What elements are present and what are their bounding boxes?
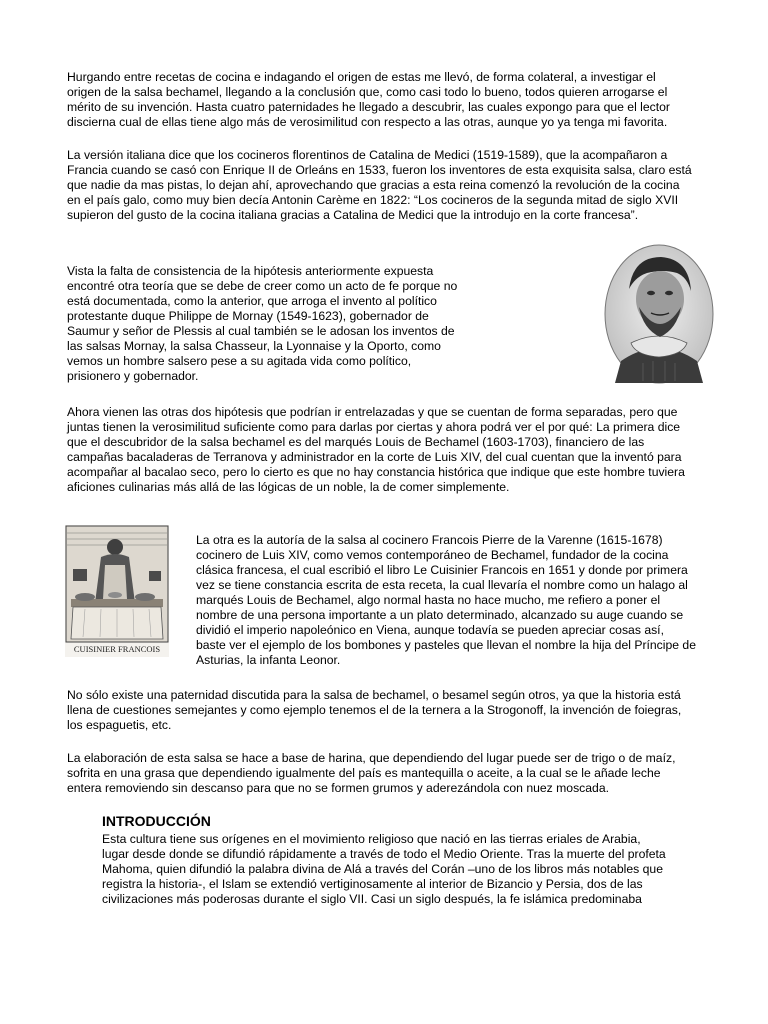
portrait-image <box>603 243 715 385</box>
paragraph-introduction: Esta cultura tiene sus orígenes en el movimiento religioso que nació en las tierras eriales de Arabia, lugar desde donde se difundió rápidamente a través de todo el Medio Oriente. Tras la muerte del profeta Mahoma, quien difundió la palabra divina de Alá a través del Corán –uno de los libros más notables que registra la historia-, el Islam se extendió vertiginosamente al interior de Bizancio y Persia, dos de las civilizaciones más poderosas durante el siglo VII. Casi un siglo después, la fe islámica predominaba <box>102 832 666 906</box>
paragraph-disputed-paternity: No sólo existe una paternidad discutida para la salsa de bechamel, o besamel según otros, ya que la historia está llena de cuestiones semejantes y como ejemplo tenemos el de la ternera a la Strogonoff, la invención de foiegras, los espaguetis, etc. <box>67 688 682 732</box>
section-heading: INTRODUCCIÓN <box>102 813 211 829</box>
paragraph-origins: Hurgando entre recetas de cocina e indagando el origen de estas me llevó, de forma colateral, a investigar el origen de la salsa bechamel, llegando a la conclusión que, como casi todo lo bueno, todos quieren arrogarse el mérito de su invención. Hasta cuatro paternidades he llegado a descubrir, las cuales expongo para que el lector discierna cual de ellas tiene algo más de verosimilitud con respecto a las otras, aunque yo ya tenga mi favorita. <box>67 70 670 129</box>
engraving-caption: CUISINIER FRANCOIS <box>73 644 161 654</box>
paragraph-bechamel-marquis: Ahora vienen las otras dos hipótesis que podrían ir entrelazadas y que se cuentan de forma separadas, pero que juntas tienen la verosimilitud suficiente como para darlas por ciertas y ahora podrá ver el por qué: La primera dice que el descubridor de la salsa bechamel es del marqués Louis de Bechamel (1603-1703), financiero de las campañas bacaladeras de Terranova y administrador en la corte de Luis XIV, del cual cuentan que la inventó para acompañar al bacalao seco, pero lo cierto es que no hay constancia histórica que indique que este hombre tuviera aficiones culinarias más allá de las lógicas de un noble, la de comer simplemente. <box>67 405 685 494</box>
paragraph-mornay-theory: Vista la falta de consistencia de la hipótesis anteriormente expuesta encontré otra teoría que se debe de creer como un acto de fe porque no está documentada, como la anterior, que arroga el invento al político protestante duque Philippe de Mornay (1549-1623), gobernador de Saumur y señor de Plessis al cual también se le adosan los inventos de las salsas Mornay, la salsa Chasseur, la Lyonnaise y la Oporto, como vemos un hombre salsero pese a su agitada vida como político, prisionero y gobernador. <box>67 264 458 383</box>
paragraph-la-varenne: La otra es la autoría de la salsa al cocinero Francois Pierre de la Varenne (1615-1678) cocinero de Luis XIV, como vemos contemporáneo de Bechamel, fundador de la cocina clásica francesa, el cual escribió el libro Le Cuisinier Francois en 1651 y donde por primera vez se tiene constancia escrita de esta receta, la cual llevaría el nombre como un halago al marqués Louis de Bechamel, algo normal hasta no hace mucho, me refiero a poner el nombre de una persona importante a un plato determinado, alcanzado su auge cuando se dividió el imperio napoleónico en Viena, aunque todavía se pueden apreciar cosas así, baste ver el ejemplo de los bombones y pasteles que llevan el nombre la hija del Príncipe de Asturias, la infanta Leonor. <box>196 533 696 667</box>
paragraph-preparation: La elaboración de esta salsa se hace a base de harina, que dependiendo del lugar puede ser de trigo o de maíz, sofrita en una grasa que dependiendo igualmente del país es mantequilla o aceite, a la cual se le añade leche entera removiendo sin descanso para que no se formen grumos y aderezándola con nuez moscada. <box>67 751 676 795</box>
paragraph-italian-version: La versión italiana dice que los cocineros florentinos de Catalina de Medici (1519-1589), que la acompañaron a Francia cuando se casó con Enrique II de Orleáns en 1533, fueron los inventores de esta exquisita salsa, claro está que nadie da mas pistas, lo dejan ahí, aprovechando que gracias a esta reina comenzó la revolución de la cocina en el país galo, como muy bien decía Antonin Carème en 1822: “Los cocineros de la segunda mitad de siglo XVII supieron del gusto de la cocina italiana gracias a Catalina de Medici que la introdujo en la corte francesa”. <box>67 148 692 222</box>
cuisinier-engraving-image <box>65 525 169 657</box>
